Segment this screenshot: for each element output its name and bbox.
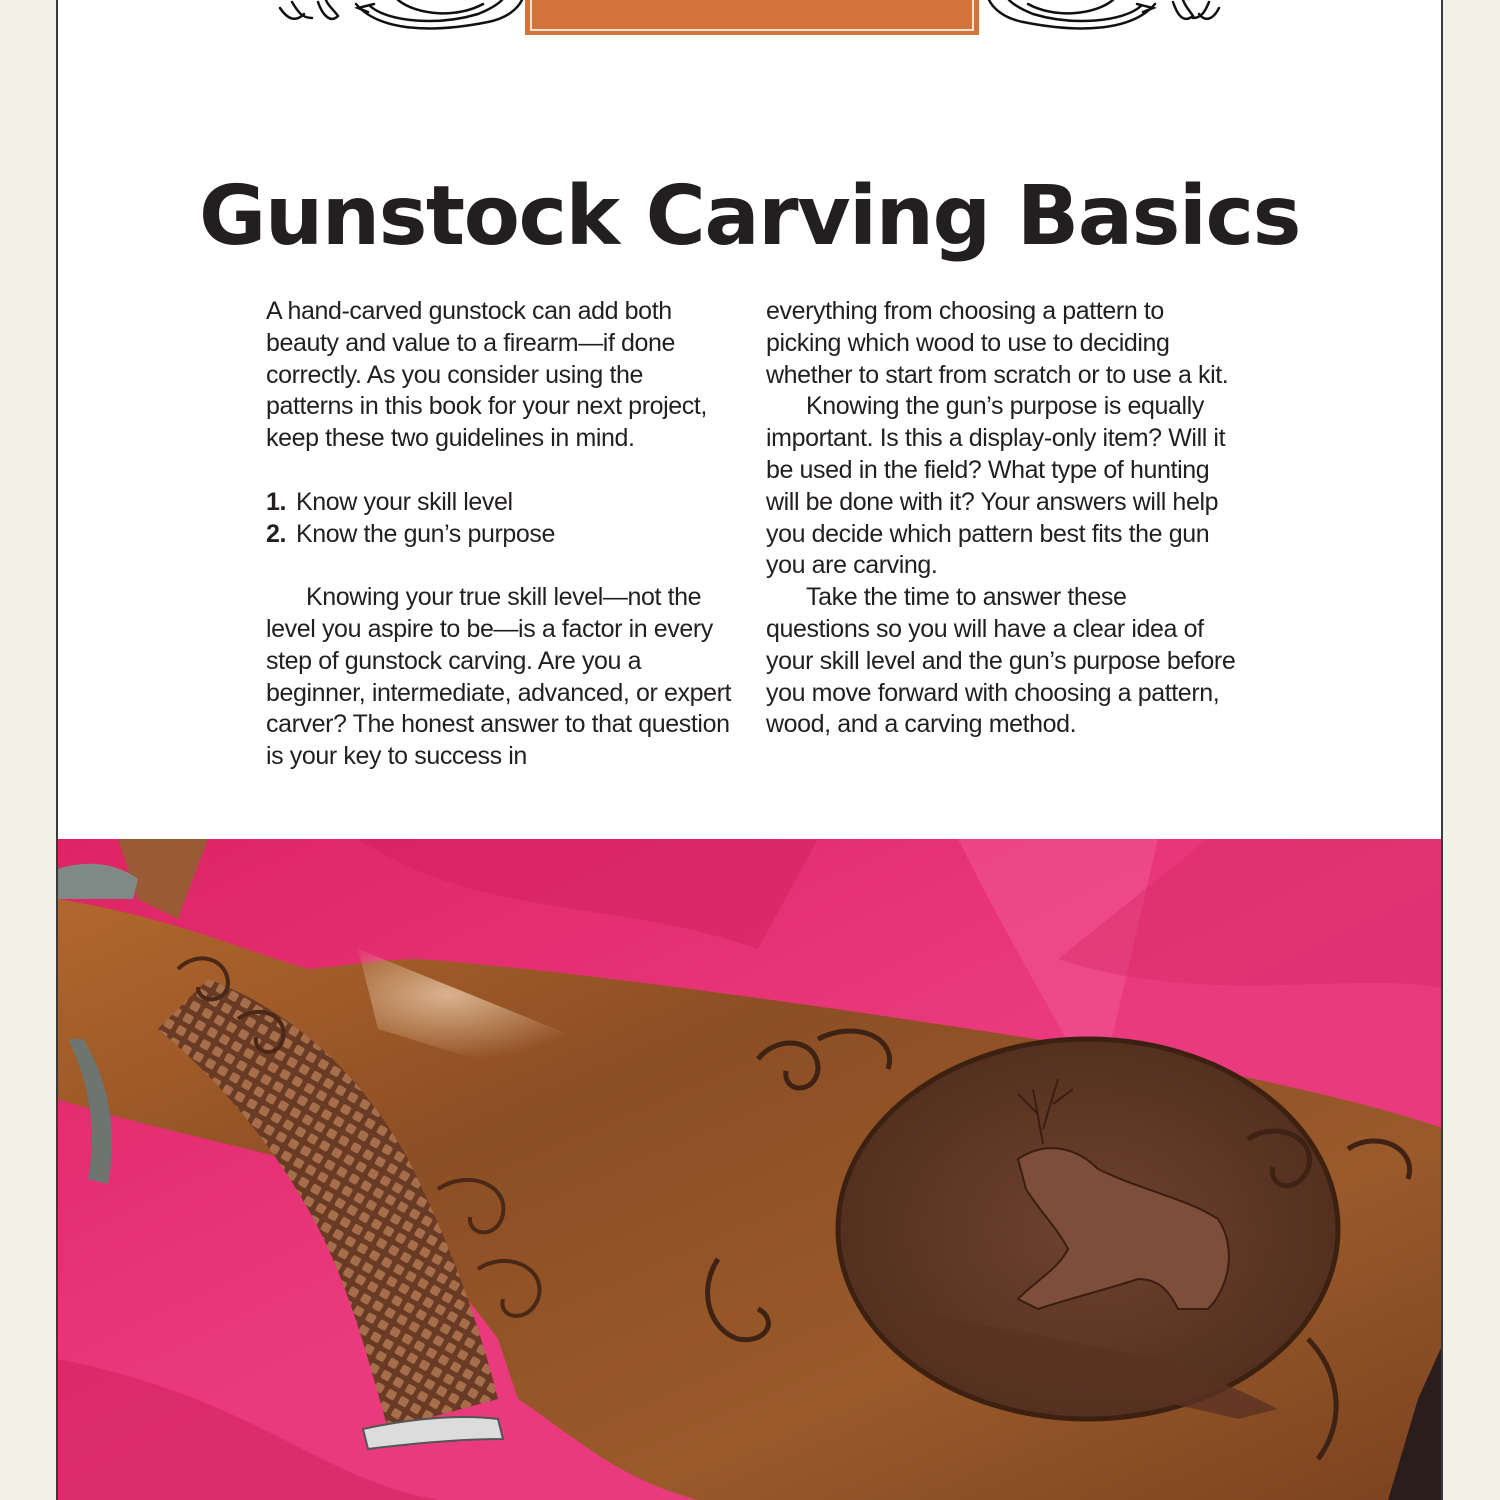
purpose-paragraph: Knowing the gun’s purpose is equally important. Is this a display-only item? Will it be used in the field? What type of hunting will be done with it? Your answers will help you decide which pattern best fits the gun you are carving. bbox=[766, 392, 1226, 580]
list-item bbox=[266, 487, 736, 519]
continuation-paragraph: everything from choosing a pattern to picking which wood to use to deciding whether to start from scratch or to use a kit. bbox=[766, 297, 1229, 389]
gunstock-photo bbox=[58, 839, 1443, 1500]
list-text: Know your skill level bbox=[296, 487, 513, 516]
scroll-ornament-left-icon bbox=[278, 0, 538, 36]
book-page bbox=[56, 0, 1443, 1500]
skill-paragraph: Knowing your true skill level—not the level you aspire to be—is a factor in every step of gunstock carving. Are you a beginner, intermediate, advanced, or expert carver? The honest answer to that question is your key to success in bbox=[266, 583, 732, 771]
scroll-ornament-right-icon bbox=[973, 0, 1233, 36]
text-column-left bbox=[266, 296, 736, 773]
list-number: 2. bbox=[266, 519, 287, 548]
page-title: Gunstock Carving Basics bbox=[199, 168, 1300, 264]
chapter-banner bbox=[525, 0, 979, 35]
list-text: Know the gun’s purpose bbox=[296, 519, 555, 548]
closing-paragraph: Take the time to answer these questions so you will have a clear idea of your skill level and the gun’s purpose before you move forward with choosing a pattern, wood, and a carving method. bbox=[766, 583, 1236, 739]
intro-paragraph: A hand-carved gunstock can add both beauty and value to a firearm—if done correctly. As you consider using the patterns in this book for your next project, keep these two guidelines in mind. bbox=[266, 297, 707, 453]
list-number: 1. bbox=[266, 487, 287, 516]
guidelines-list bbox=[266, 487, 736, 551]
carved-gunstock-image bbox=[58, 839, 1443, 1500]
text-column-right bbox=[766, 296, 1236, 741]
list-item bbox=[266, 519, 736, 551]
